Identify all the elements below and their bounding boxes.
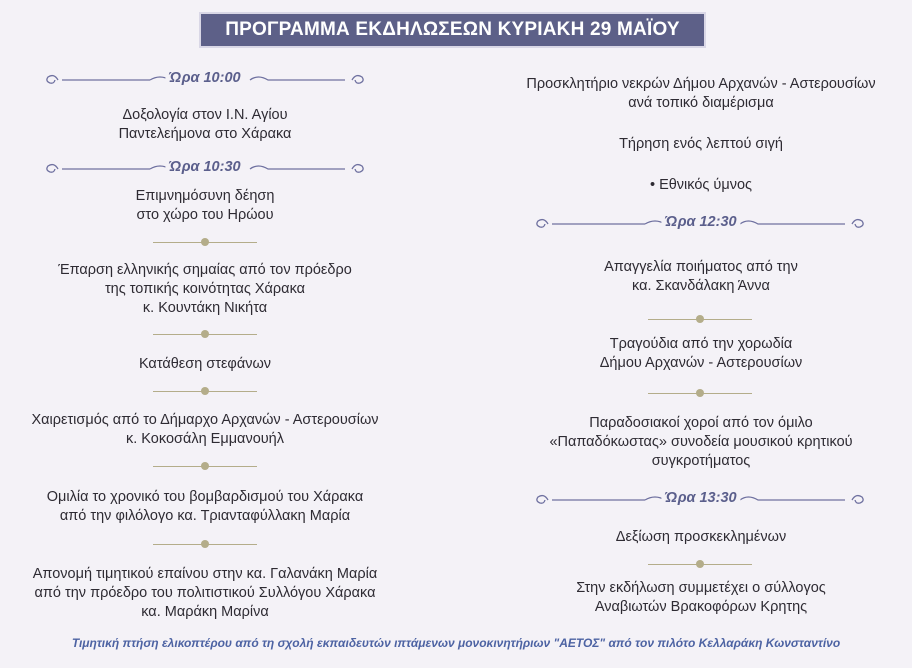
event-greeting: Χαιρετισμός από το Δήμαρχο Αρχανών - Αστερουσίων κ. Κοκοσάλη Εμμανουήλ [31, 412, 379, 447]
event-speech: Ομιλία το χρονικό του βομβαρδισμού του Χάρακα από την φιλόλογο κα. Τριανταφύλλακη Μαρία [46, 489, 364, 524]
page-title: ΠΡΟΓΡΑΜΜΑ ΕΚΔΗΛΩΣΕΩΝ ΚΥΡΙΑΚΗ 29 ΜΑΪΟΥ [199, 12, 706, 48]
event-poem: Απαγγελία ποιήματος από την κα. Σκανδάλακη Άννα [604, 259, 798, 294]
event-dances: Παραδοσιακοί χοροί από τον όμιλο «Παπαδόκωστας» συνοδεία μουσικού κρητικού συγκροτήματος [549, 415, 853, 469]
event-reception: Δεξίωση προσκεκλημένων [615, 529, 787, 545]
event-roll-call: Προσκλητήριο νεκρών Δήμου Αρχανών - Αστερουσίων ανά τοπικό διαμέρισμα [526, 76, 876, 111]
event-participation: Στην εκδήλωση συμμετέχει ο σύλλογος Αναβιωτών Βρακοφόρων Κρητης [576, 580, 826, 615]
divider [648, 315, 752, 323]
footer-note: Τιμητική πτήση ελικοπτέρου από τη σχολή εκπαιδευτών ιπτάμενων μονοκινητήριων "ΑΕΤΟΣ" από τον πιλότο Κελλαράκη Κωνσταντίνο [71, 636, 841, 650]
time-label: Ώρα 10:00 [165, 70, 244, 86]
event-anthem: • Εθνικός ύμνος [649, 177, 753, 193]
divider [153, 462, 257, 470]
event-minute-silence: Τήρηση ενός λεπτού σιγή [619, 136, 783, 152]
time-label: Ώρα 13:30 [661, 490, 740, 506]
time-header-1000 [0, 68, 410, 92]
event-flag-raising: Έπαρση ελληνικής σημαίας από τον πρόεδρο της τοπικής κοινότητας Χάρακα κ. Κουντάκη Νικήτα [58, 262, 352, 316]
time-label: Ώρα 12:30 [661, 214, 740, 230]
event-wreaths: Κατάθεση στεφάνων [138, 356, 272, 372]
time-header-1230 [490, 212, 912, 236]
divider [648, 389, 752, 397]
event-choir: Τραγούδια από την χορωδία Δήμου Αρχανών - Αστερουσίων [599, 336, 803, 371]
divider [648, 560, 752, 568]
divider [153, 238, 257, 246]
divider [153, 387, 257, 395]
time-header-1030 [0, 157, 410, 181]
event-doxology: Δοξολογία στον Ι.Ν. Αγίου Παντελεήμονα στο Χάρακα [118, 107, 292, 142]
event-award: Απονομή τιμητικού επαίνου στην κα. Γαλανάκη Μαρία από την πρόεδρο του πολιτιστικού Συλλόγου Χάρακα κα. Μαράκη Μαρίνα [32, 566, 378, 620]
time-header-1330 [490, 488, 912, 512]
divider [153, 330, 257, 338]
time-label: Ώρα 10:30 [165, 159, 244, 175]
event-memorial: Επιμνημόσυνη δέηση στο χώρο του Ηρώου [135, 188, 275, 223]
divider [153, 540, 257, 548]
